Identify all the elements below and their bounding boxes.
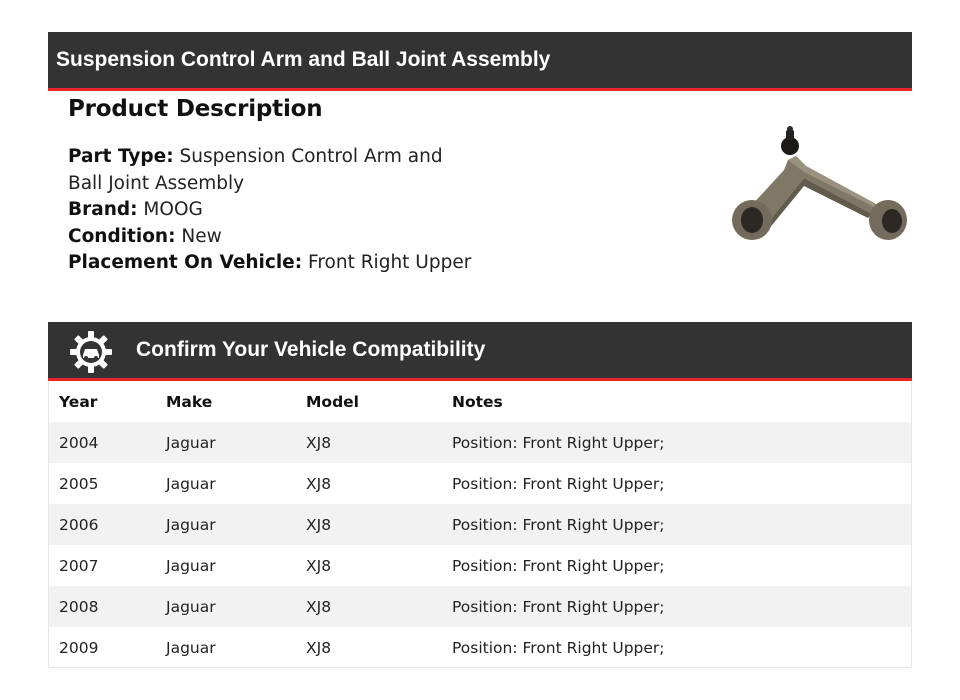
cell-model: XJ8 xyxy=(306,433,332,452)
spec-part-type-label: Part Type: xyxy=(68,146,174,167)
cell-notes: Position: Front Right Upper; xyxy=(452,474,665,493)
description-heading: Product Description xyxy=(68,96,323,122)
cell-make: Jaguar xyxy=(166,433,216,452)
cell-notes: Position: Front Right Upper; xyxy=(452,433,665,452)
cell-make: Jaguar xyxy=(166,474,216,493)
table-row xyxy=(49,422,911,463)
spec-brand-value: MOOG xyxy=(143,199,203,220)
compatibility-title: Confirm Your Vehicle Compatibility xyxy=(136,338,486,361)
product-title: Suspension Control Arm and Ball Joint Assembly xyxy=(56,48,551,71)
table-row xyxy=(49,586,911,627)
cell-year: 2009 xyxy=(59,638,99,657)
spec-part-type xyxy=(68,144,448,197)
cell-year: 2004 xyxy=(59,433,99,452)
cell-notes: Position: Front Right Upper; xyxy=(452,597,665,616)
cell-model: XJ8 xyxy=(306,515,332,534)
table-row xyxy=(49,504,911,545)
cell-make: Jaguar xyxy=(166,515,216,534)
column-header-model: Model xyxy=(306,392,359,411)
cell-model: XJ8 xyxy=(306,556,332,575)
column-header-make: Make xyxy=(166,392,213,411)
spec-placement xyxy=(68,250,688,277)
cell-notes: Position: Front Right Upper; xyxy=(452,515,665,534)
spec-placement-value: Front Right Upper xyxy=(308,252,472,273)
table-header-row xyxy=(49,381,911,422)
column-header-notes: Notes xyxy=(452,392,503,411)
compatibility-banner xyxy=(48,322,912,381)
product-description xyxy=(68,96,688,277)
table-row xyxy=(49,545,911,586)
spec-placement-label: Placement On Vehicle: xyxy=(68,252,303,273)
cell-notes: Position: Front Right Upper; xyxy=(452,556,665,575)
spec-list xyxy=(68,144,688,277)
cell-year: 2007 xyxy=(59,556,99,575)
cell-year: 2005 xyxy=(59,474,99,493)
cell-make: Jaguar xyxy=(166,597,216,616)
column-header-year: Year xyxy=(59,392,98,411)
cell-notes: Position: Front Right Upper; xyxy=(452,638,665,657)
cell-year: 2008 xyxy=(59,597,99,616)
cell-model: XJ8 xyxy=(306,597,332,616)
spec-condition-label: Condition: xyxy=(68,225,176,247)
spec-condition-value: New xyxy=(181,225,222,247)
table-row xyxy=(49,463,911,504)
spec-brand xyxy=(68,197,688,224)
cell-make: Jaguar xyxy=(166,556,216,575)
cell-model: XJ8 xyxy=(306,638,332,657)
gear-car-icon xyxy=(69,330,113,374)
compatibility-table xyxy=(48,381,912,668)
table-row xyxy=(49,627,911,668)
cell-make: Jaguar xyxy=(166,638,216,657)
cell-year: 2006 xyxy=(59,515,99,534)
control-arm-image xyxy=(726,126,908,244)
spec-part-type-value: Suspension Control Arm and Ball Joint Assembly xyxy=(68,146,443,194)
cell-model: XJ8 xyxy=(306,474,332,493)
spec-brand-label: Brand: xyxy=(68,199,138,220)
spec-condition xyxy=(68,224,688,251)
product-title-banner xyxy=(48,32,912,91)
